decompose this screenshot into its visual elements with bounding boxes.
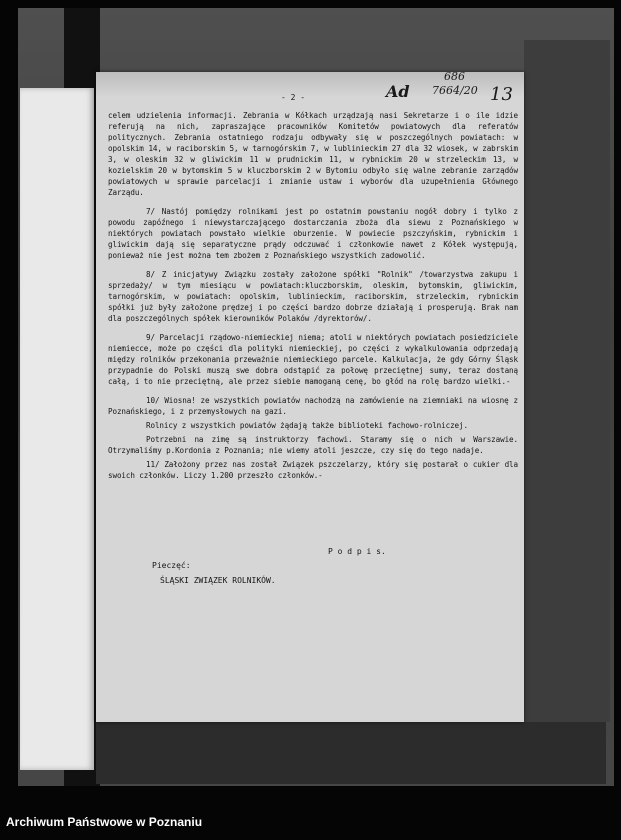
handwritten-ref-main: 7664/20: [432, 84, 478, 97]
paragraph-7: 7/ Nastój pomiędzy rolnikami jest po ostatnim powstaniu nogół dobry i tylko z powodu zapóźnego i niewystarczającego dostarczania zboża dla siewu z Poznańskiego w niektórych powiatach powstało wielkie oburzenie. W powiecie pszczyńskim, rybnickim i gliwickim dają się separatyczne prądy odczuwać i członkowie nawet z Kółek występują, ponieważ nie jest można tem zbożem z Poznańskiego wszystkich zadowolić.: [108, 207, 518, 260]
signature-label: P o d p i s.: [328, 547, 386, 556]
archive-watermark: Archiwum Państwowe w Poznaniu: [6, 815, 203, 829]
handwritten-mark-left: Ad: [386, 82, 410, 101]
document-body: [108, 110, 518, 489]
handwritten-mark-right: 13: [490, 84, 513, 105]
paragraph-10-library: Rolnicy z wszystkich powiatów żądają także biblioteki fachowo-rolniczej.: [146, 421, 468, 430]
handwritten-ref-top: 686: [444, 70, 465, 83]
paragraph-10-instructors: Potrzebni na zimę są instruktorzy fachowi. Staramy się o nich w Warszawie. Otrzymaliśmy p.Kordonia z Poznania; nie wiemy atoli jeszcze, czy się do tego nadaje.: [108, 435, 518, 455]
stamp-organization: ŚLĄSKI ZWIĄZEK ROLNIKÓW.: [160, 576, 276, 585]
paragraph-8: 8/ Z inicjatywy Związku zostały założone spółki "Rolnik" /towarzystwa zakupu i sprzedaży/ w tym miesiącu w powiatach:kluczborskim, oleskim, bytomskim, gliwickim, tarnogórskim, w powiatach: opolskim, lublinieckim, raciborskim, strzeleckim, rybnickim spółki już były założone prędzej i po części bardzo dobrze działają i prosperują. Brak nam dla poszczególnych spółek kierowników Polaków /dyrektorów/.: [108, 270, 518, 323]
paragraph-11: 11/ Założony przez nas został Związek pszczelarzy, który się postarał o cukier dla swoich członków. Liczy 1.200 przeszło członków.-: [108, 460, 518, 480]
stamp-label: Pieczęć:: [152, 561, 191, 570]
paragraph-9: 9/ Parcelacji rządowo-niemieckiej niema; atoli w niektórych powiatach posiedziciele niemiecce, może po części dla polityki niemieckiej, po części z wykalkulowania odprzedają między rolników przekonania przeważnie niemieckiego parcele. Kalkulacja, że gdy Górny Śląsk przypadnie do Polski muszą swe dobra odstąpić za połowę przeciętnej sumy, teraz dostaną całą, i to nie przeciętną, ale przez siebie mamoganą cenę, bo głód na rolę bardzo wielki.-: [108, 333, 518, 386]
scan-bottom-band: [96, 722, 606, 784]
paragraph-10: 10/ Wiosna! ze wszystkich powiatów nachodzą na zamówienie na ziemniaki na wiosnę z Poznańskiego, i z przemysłowych na gazi.: [108, 396, 518, 416]
paragraph-meetings: celem udzielenia informacji. Zebrania w Kółkach urządzają nasi Sekretarze i o ile idzie referują na nich, zapraszające pracowników Komitetów powiatowych dla referatów politycznych. Zebrania ostatniego rodzaju odbywały się w poszczególnych powiatach: w opolskim 14, w raciborskim 5, w tarnogórskim 7, w lublinieckim 27 dla 32 wiosek, w zabrskim 3, w oleskim 32 w gliwickim 11 w prudnickim 11, w rybnickim 20 w strzeleckim 13, w kozielskim 20 w bytomskim 5 w kluczborskim 2 w Bytomiu odbyło się walne zebranie zarządów powiatowych w sprawie parcelacji i zmianie ustaw i wyborów dla uzupełnienia Głównego Zarządu.: [108, 111, 518, 197]
adjacent-page-strip: [20, 88, 94, 770]
page-number: - 2 -: [281, 93, 306, 102]
scan-right-margin: [524, 40, 610, 722]
